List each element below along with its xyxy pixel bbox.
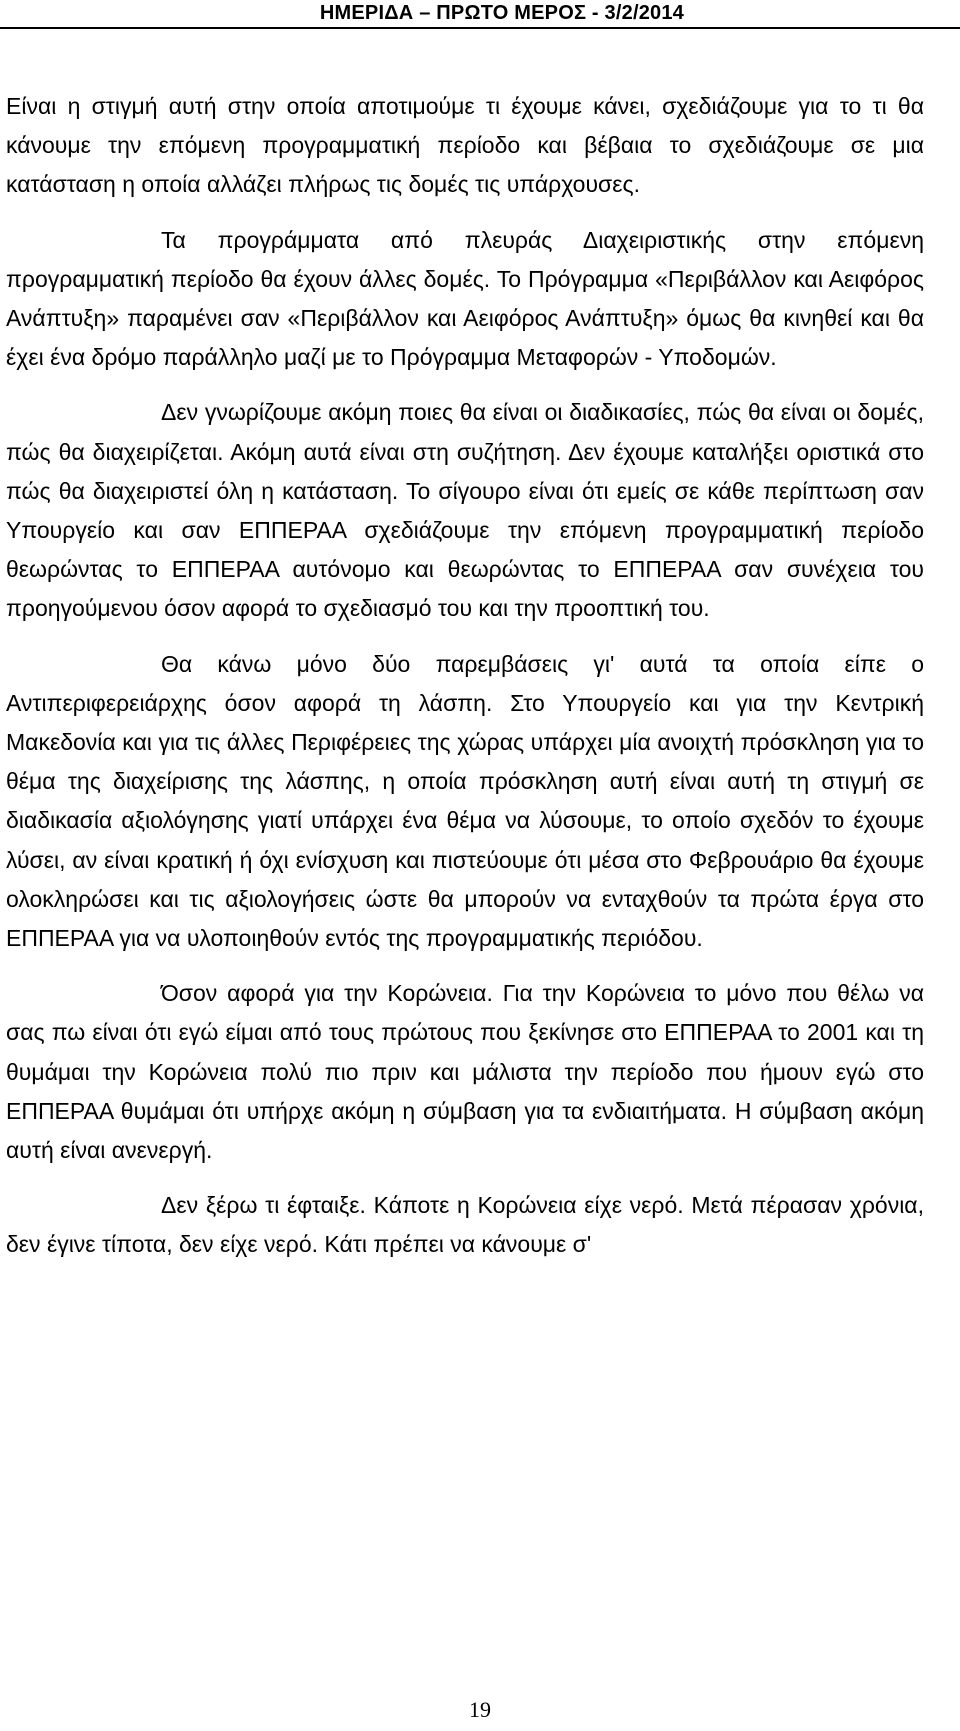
page-number: 19 xyxy=(469,1697,491,1722)
paragraph: Είναι η στιγμή αυτή στην οποία αποτιμούμε τι έχουμε κάνει, σχεδιάζουμε για το τι θα κάνουμε την επόμενη προγραμματική περίοδο και βέβαια το σχεδιάζουμε σε μια κατάσταση η οποία αλλάζει πλήρως τις δομές τις υπάρχουσες. xyxy=(6,93,924,198)
paragraph: Τα προγράμματα από πλευράς Διαχειριστικής στην επόμενη προγραμματική περίοδο θα έχουν άλλες δομές. Το Πρόγραμμα «Περιβάλλον και Αειφόρος Ανάπτυξη» παραμένει σαν «Περιβάλλον και Αειφόρος Ανάπτυξη» όμως θα κινηθεί και θα έχει ένα δρόμο παράλληλο μαζί με το Πρόγραμμα Μεταφορών - Υποδομών. xyxy=(6,226,924,371)
paragraph: Δεν ξέρω τι έφταιξε. Κάποτε η Κορώνεια είχε νερό. Μετά πέρασαν χρόνια, δεν έγινε τίποτα, δεν είχε νερό. Κάτι πρέπει να κάνουμε σ' xyxy=(6,1192,924,1258)
header-divider xyxy=(0,27,960,29)
paragraph: Δεν γνωρίζουμε ακόμη ποιες θα είναι οι διαδικασίες, πώς θα είναι οι δομές, πώς θα διαχειρίζεται. Ακόμη αυτά είναι στη συζήτηση. Δεν έχουμε καταλήξει οριστικά στο πώς θα διαχειριστεί όλη η κατάσταση. Το σίγουρο είναι ότι εμείς σε κάθε περίπτωση σαν Υπουργείο και σαν ΕΠΠΕΡΑΑ σχεδιάζουμε την επόμενη προγραμματική περίοδο θεωρώντας το ΕΠΠΕΡΑΑ αυτόνομο και θεωρώντας το ΕΠΠΕΡΑΑ σαν συνέχεια του προηγούμενου όσον αφορά το σχεδιασμό του και την προοπτική του. xyxy=(6,399,924,622)
paragraph: Όσον αφορά για την Κορώνεια. Για την Κορώνεια το μόνο που θέλω να σας πω είναι ότι εγώ είμαι από τους πρώτους που ξεκίνησε στο ΕΠΠΕΡΑΑ το 2001 και τη θυμάμαι την Κορώνεια πολύ πιο πριν και μάλιστα την περίοδο που ήμουν εγώ στο ΕΠΠΕΡΑΑ θυμάμαι ότι υπήρχε ακόμη η σύμβαση για τα ενδιαιτήματα. Η σύμβαση ακόμη αυτή είναι ανενεργή. xyxy=(6,980,924,1164)
running-header: ΗΜΕΡΙΔΑ – ΠΡΩΤΟ ΜΕΡΟΣ - 3/2/2014 xyxy=(319,2,684,24)
document-body xyxy=(6,87,924,1281)
paragraph: Θα κάνω μόνο δύο παρεμβάσεις γι' αυτά τα οποία είπε ο Αντιπεριφερειάρχης όσον αφορά τη λάσπη. Στο Υπουργείο και για την Κεντρική Μακεδονία και για τις άλλες Περιφέρειες της χώρας υπάρχει μία ανοιχτή πρόσκληση για το θέμα της διαχείρισης της λάσπης, η οποία πρόσκληση αυτή είναι αυτή τη στιγμή σε διαδικασία αξιολόγησης γιατί υπάρχει ένα θέμα να λύσουμε, το οποίο σχεδόν το έχουμε λύσει, αν είναι κρατική ή όχι ενίσχυση και πιστεύουμε ότι μέσα στο Φεβρουάριο θα έχουμε ολοκληρώσει και τις αξιολογήσεις ώστε θα μπορούν να ενταχθούν τα πρώτα έργα στο ΕΠΠΕΡΑΑ για να υλοποιηθούν εντός της προγραμματικής περιόδου. xyxy=(6,650,924,952)
